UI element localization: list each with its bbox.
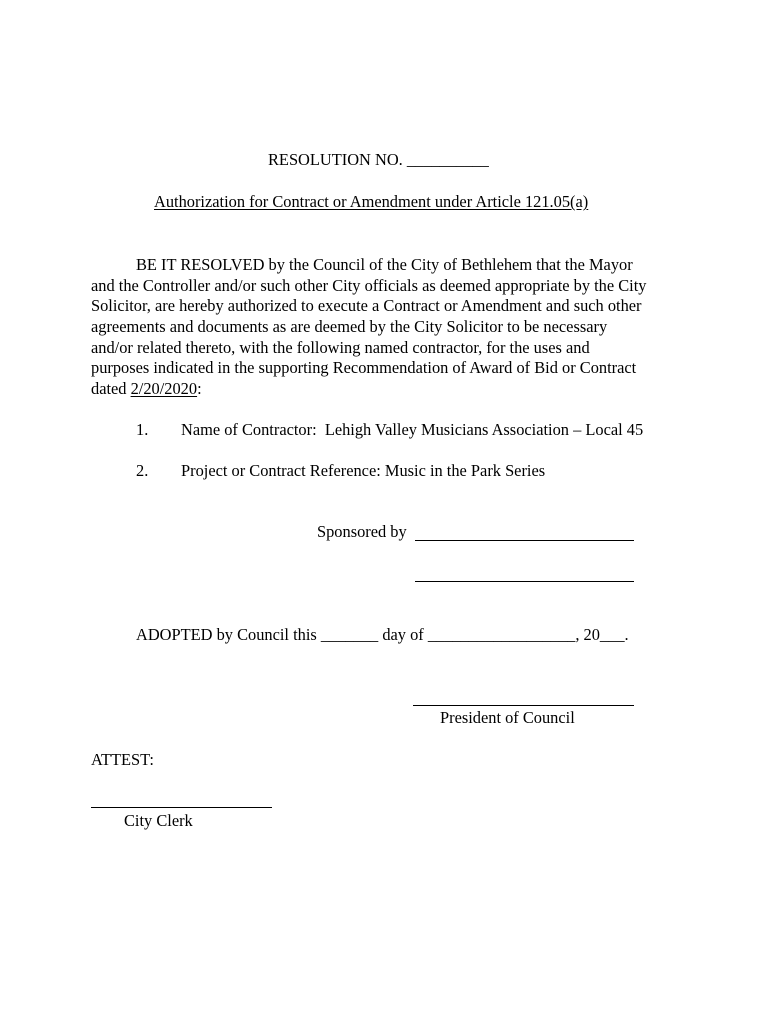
body-line: Solicitor, are hereby authorized to execute a Contract or Amendment and such other xyxy=(91,296,642,315)
item-text: Project or Contract Reference: Music in the Park Series xyxy=(181,461,546,480)
president-signature-line xyxy=(413,705,634,706)
item-text: Name of Contractor: Lehigh Valley Musicians Association – Local 45 xyxy=(181,420,644,439)
sponsor-signature-line-2 xyxy=(415,581,634,582)
body-line: purposes indicated in the supporting Recommendation of Award of Bid or Contract xyxy=(91,358,637,377)
sponsored-by-label: Sponsored by xyxy=(317,522,407,541)
clerk-signature-line xyxy=(91,807,272,808)
body-line: and the Controller and/or such other City officials as deemed appropriate by the City xyxy=(91,276,647,295)
resolution-title: RESOLUTION NO. __________ xyxy=(268,150,489,169)
dated-line xyxy=(91,379,202,399)
sponsor-signature-line-1 xyxy=(415,540,634,541)
body-line: BE IT RESOLVED by the Council of the City of Bethlehem that the Mayor xyxy=(136,255,633,274)
body-line: and/or related thereto, with the following named contractor, for the uses and xyxy=(91,338,590,357)
dated-prefix: dated xyxy=(91,379,131,398)
clerk-label: City Clerk xyxy=(124,811,193,830)
dated-suffix: : xyxy=(197,379,202,398)
body-line: agreements and documents as are deemed by the City Solicitor to be necessary xyxy=(91,317,608,336)
item-number: 2. xyxy=(136,461,149,480)
adopted-line: ADOPTED by Council this _______ day of __________________, 20___. xyxy=(136,625,629,644)
dated-date: 2/20/2020 xyxy=(130,379,198,398)
item-number: 1. xyxy=(136,420,149,439)
president-label: President of Council xyxy=(440,708,575,727)
resolution-subtitle: Authorization for Contract or Amendment under Article 121.05(a) xyxy=(154,192,589,211)
attest-label: ATTEST: xyxy=(91,750,154,769)
